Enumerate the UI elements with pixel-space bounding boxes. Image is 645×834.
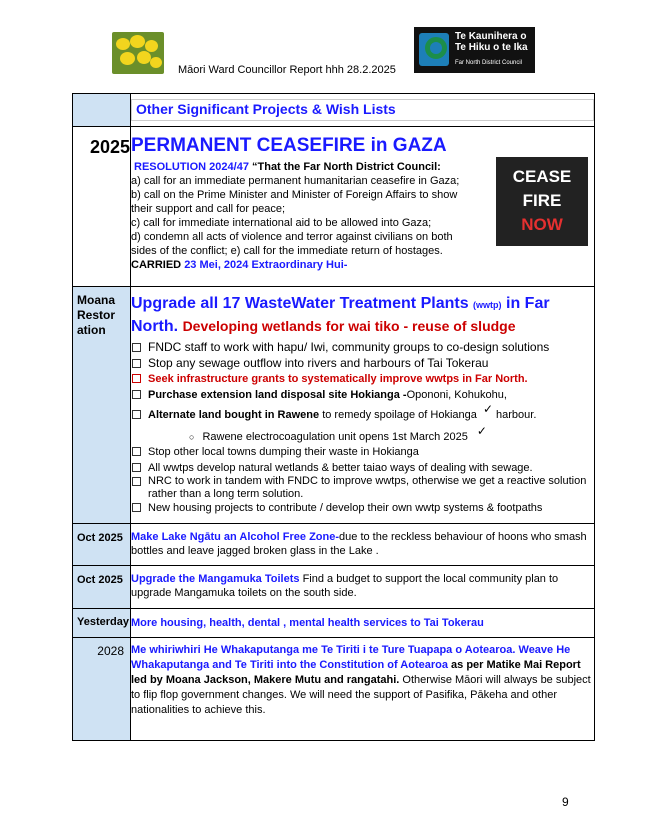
carried-date: 23 Mei, 2024 Extraordinary Hui- — [184, 259, 348, 271]
lemons-logo-image — [112, 32, 164, 74]
checkbox-icon[interactable] — [132, 463, 141, 472]
checklist-text: Opononi, Kohukohu, — [406, 389, 507, 401]
tiriti-text: Otherwise Māori will always be subject to flip flop government changes. We will need the support of Pasifika, Pākeha and other nationalities to achieve this. — [131, 674, 591, 716]
gaza-cell — [131, 127, 595, 287]
gaza-title: PERMANENT CEASEFIRE in GAZA — [131, 135, 447, 156]
ceasefire-now-image — [496, 157, 588, 246]
table-row — [73, 127, 595, 287]
checklist-text: All wwtps develop natural wetlands & better taiao ways of dealing with sewage. — [148, 462, 533, 474]
council-logo — [414, 27, 535, 73]
toilets-cell — [131, 566, 595, 609]
row-label-empty — [73, 94, 131, 127]
table-row — [73, 287, 595, 524]
gaza-resolution-text — [131, 160, 477, 272]
alcohol-text: due to the reckless behaviour of hoons who smash bottles and leave jagged broken glass in the Lake . — [131, 531, 587, 557]
checkbox-icon[interactable] — [132, 477, 141, 486]
checkbox-icon[interactable] — [132, 343, 141, 352]
tiriti-label: 2028 — [97, 644, 124, 658]
carried-label: CARRIED — [131, 259, 182, 271]
row-label-cell — [73, 638, 131, 741]
row-label-cell — [73, 287, 131, 524]
wastewater-title — [131, 293, 594, 337]
wastewater-title-tail: in Far North. — [131, 295, 550, 335]
checkmark-icon: ✓ — [482, 402, 494, 416]
checklist-text: Stop any sewage outflow into rivers and harbours of Tai Tokerau — [148, 356, 489, 370]
tiriti-report: as per Matike Mai Report led by Moana Jackson, Makere Mutu and rangatahi. — [131, 659, 581, 686]
fire-word: FIRE — [522, 191, 562, 210]
council-koru-icon — [419, 33, 449, 66]
checklist-text: harbour. — [496, 409, 537, 421]
row-label-cell — [73, 127, 131, 287]
checklist-text: New housing projects to contribute / develop their own wwtp systems & footpaths — [148, 502, 543, 514]
checklist-item — [131, 475, 594, 501]
table-row — [73, 566, 595, 609]
housing-text: More housing, health, dental , mental health services to Tai Tokerau — [131, 617, 484, 629]
checklist-item — [131, 371, 594, 387]
checklist-item — [131, 387, 594, 403]
checklist-text: NRC to work in tandem with FNDC to improve wwtps, otherwise we get a reactive solution rather than a long term solution. — [148, 475, 587, 500]
alcohol-label: Oct 2025 — [77, 532, 123, 544]
gaza-point-a: a) call for an immediate permanent humanitarian ceasefire in Gaza; — [131, 175, 460, 187]
wastewater-title-main: Upgrade all 17 WasteWater Treatment Plants — [131, 295, 469, 312]
resolution-number: RESOLUTION 2024/47 — [134, 161, 249, 173]
wastewater-label: Moana Restor ation — [77, 293, 116, 337]
gaza-year: 2025 — [89, 137, 130, 157]
council-logo-subtitle: Far North District Council — [455, 60, 523, 66]
alcohol-title: Make Lake Ngātu an Alcohol Free Zone- — [131, 531, 340, 543]
checkmark-icon: ✓ — [476, 424, 487, 438]
bullet-icon: ○ — [189, 432, 195, 442]
cease-word: CEASE — [512, 167, 572, 186]
toilets-title: Upgrade the Mangamuka Toilets — [131, 573, 300, 585]
alcohol-cell — [131, 524, 595, 566]
housing-label: Yesterday — [77, 616, 129, 628]
housing-cell — [131, 609, 595, 638]
gaza-point-b: b) call on the Prime Minister and Minister of Foreign Affairs to show their support and call for peace; — [131, 189, 458, 215]
checkbox-icon[interactable] — [132, 447, 141, 456]
checkbox-icon[interactable] — [132, 410, 141, 419]
toilets-label: Oct 2025 — [77, 574, 123, 586]
checkbox-icon[interactable] — [132, 359, 141, 368]
row-label-cell — [73, 566, 131, 609]
checklist-text: to remedy spoilage of Hokianga — [322, 409, 477, 421]
checklist-text-bold: Alternate land bought in Rawene — [148, 409, 320, 421]
resolution-quote: “That the Far North District Council: — [252, 161, 441, 173]
checklist-item — [131, 461, 594, 475]
tiriti-cell — [131, 638, 595, 741]
checklist-item — [131, 355, 594, 371]
checkbox-icon[interactable] — [132, 503, 141, 512]
checklist-text: Rawene electrocoagulation unit opens 1st March 2025 — [202, 431, 468, 443]
checklist-text: Seek infrastructure grants to systematically improve wwtps in Far North. — [148, 373, 528, 385]
toilets-text: Find a budget to support the local community plan to upgrade Mangamuka toilets on the south side. — [131, 573, 559, 599]
checklist-item — [131, 501, 594, 515]
checklist-item — [131, 445, 594, 459]
section-heading: Other Significant Projects & Wish Lists — [131, 99, 594, 121]
gaza-point-d: d) condemn all acts of violence and terror against civilians on both sides of the conflict; e) call for the immediate return of hostages. — [131, 231, 453, 257]
gaza-carried-line — [131, 258, 477, 272]
report-title: Māori Ward Councillor Report hhh 28.2.2025 — [178, 64, 396, 76]
gaza-point-c: c) call for immediate international aid to be allowed into Gaza; — [131, 217, 432, 229]
section-heading-cell — [131, 94, 595, 127]
table-row — [73, 609, 595, 638]
wastewater-cell — [131, 287, 595, 524]
page-number: 9 — [562, 795, 569, 809]
row-label-cell — [73, 524, 131, 566]
projects-table — [72, 93, 595, 741]
checklist-text: FNDC staff to work with hapu/ Iwi, community groups to co-design solutions — [148, 340, 550, 354]
table-row — [73, 638, 595, 741]
page-header — [0, 0, 645, 90]
checkbox-icon[interactable] — [132, 390, 141, 399]
now-word: NOW — [521, 215, 563, 234]
wastewater-subtitle: Developing wetlands for wai tiko - reuse of sludge — [182, 318, 516, 334]
checklist-item — [131, 402, 594, 423]
wastewater-title-abbr: (wwtp) — [473, 300, 502, 310]
checkbox-icon[interactable] — [132, 374, 141, 383]
checklist-subitem — [131, 424, 594, 445]
checklist-text-bold: Purchase extension land disposal site Hokianga - — [148, 389, 407, 401]
checklist-item — [131, 339, 594, 355]
table-row — [73, 94, 595, 127]
wastewater-checklist — [131, 339, 594, 515]
gaza-resolution-line — [131, 160, 477, 174]
checklist-text: Stop other local towns dumping their waste in Hokianga — [148, 446, 419, 458]
table-row — [73, 524, 595, 566]
council-logo-name: Te Kaunihera o Te Hiku o te Ika — [455, 31, 528, 53]
row-label-cell — [73, 609, 131, 638]
tiriti-title: Me whiriwhiri He Whakaputanga me Te Tiriti i te Ture Tuapapa o Aotearoa. Weave He Whakaputanga and Te Tiriti into the Constitution of Aotearoa — [131, 644, 571, 671]
